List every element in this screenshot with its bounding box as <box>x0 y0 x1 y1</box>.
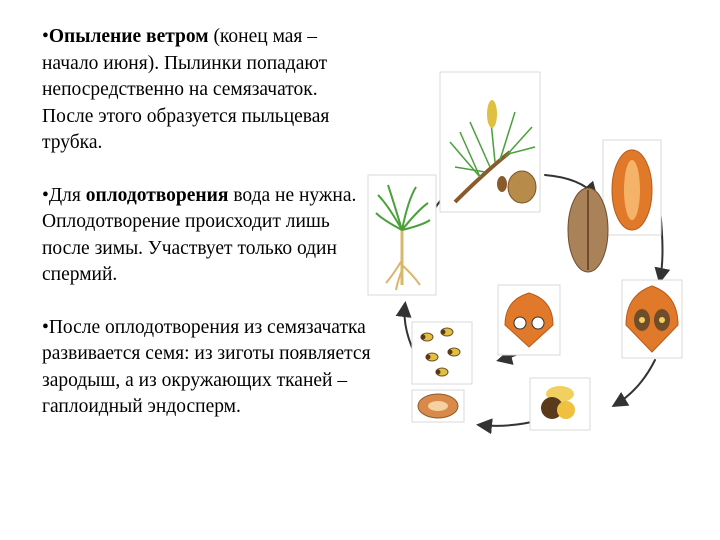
pine-branch-card <box>440 72 540 212</box>
arrow-cone-to-scale <box>615 360 655 405</box>
seed-scale-card <box>622 280 682 358</box>
paragraph-text: (конец мая – начало июня). Пылинки попадают непосредственно на семязачаток. После этого образуется пыльцевая трубка. <box>42 26 330 153</box>
pine-life-cycle-diagram <box>360 60 720 460</box>
male-cone-card <box>603 140 661 235</box>
paragraph-text: После оплодотворения из семязачатка развивается семя: из зиготы появляется зародыш, а из окружающих тканей – гаплоидный эндосперм. <box>42 316 371 417</box>
loose-seeds-card <box>412 322 472 384</box>
paragraph-seed-development <box>42 315 372 421</box>
paragraph-prefix: Для <box>48 184 86 206</box>
term-wind-pollination: Опыление ветром <box>48 26 209 47</box>
text-column <box>42 24 372 447</box>
bullet: • <box>42 316 49 338</box>
female-cone-card <box>568 188 608 272</box>
winged-seed-card <box>530 378 590 430</box>
seedling-card <box>368 175 436 295</box>
paragraph-text: вода не нужна. Оплодотворение происходит лишь после зимы. Участвует только один спермий. <box>42 184 357 285</box>
paragraph-pollination <box>42 24 372 157</box>
term-fertilization: оплодотворения <box>85 184 229 206</box>
paragraph-fertilization <box>42 183 372 289</box>
bullet: • <box>42 184 49 206</box>
seed-section-card <box>412 390 464 422</box>
life-cycle-illustration <box>360 60 720 460</box>
ovule-scale-card <box>498 285 560 355</box>
bullet: • <box>42 26 49 47</box>
